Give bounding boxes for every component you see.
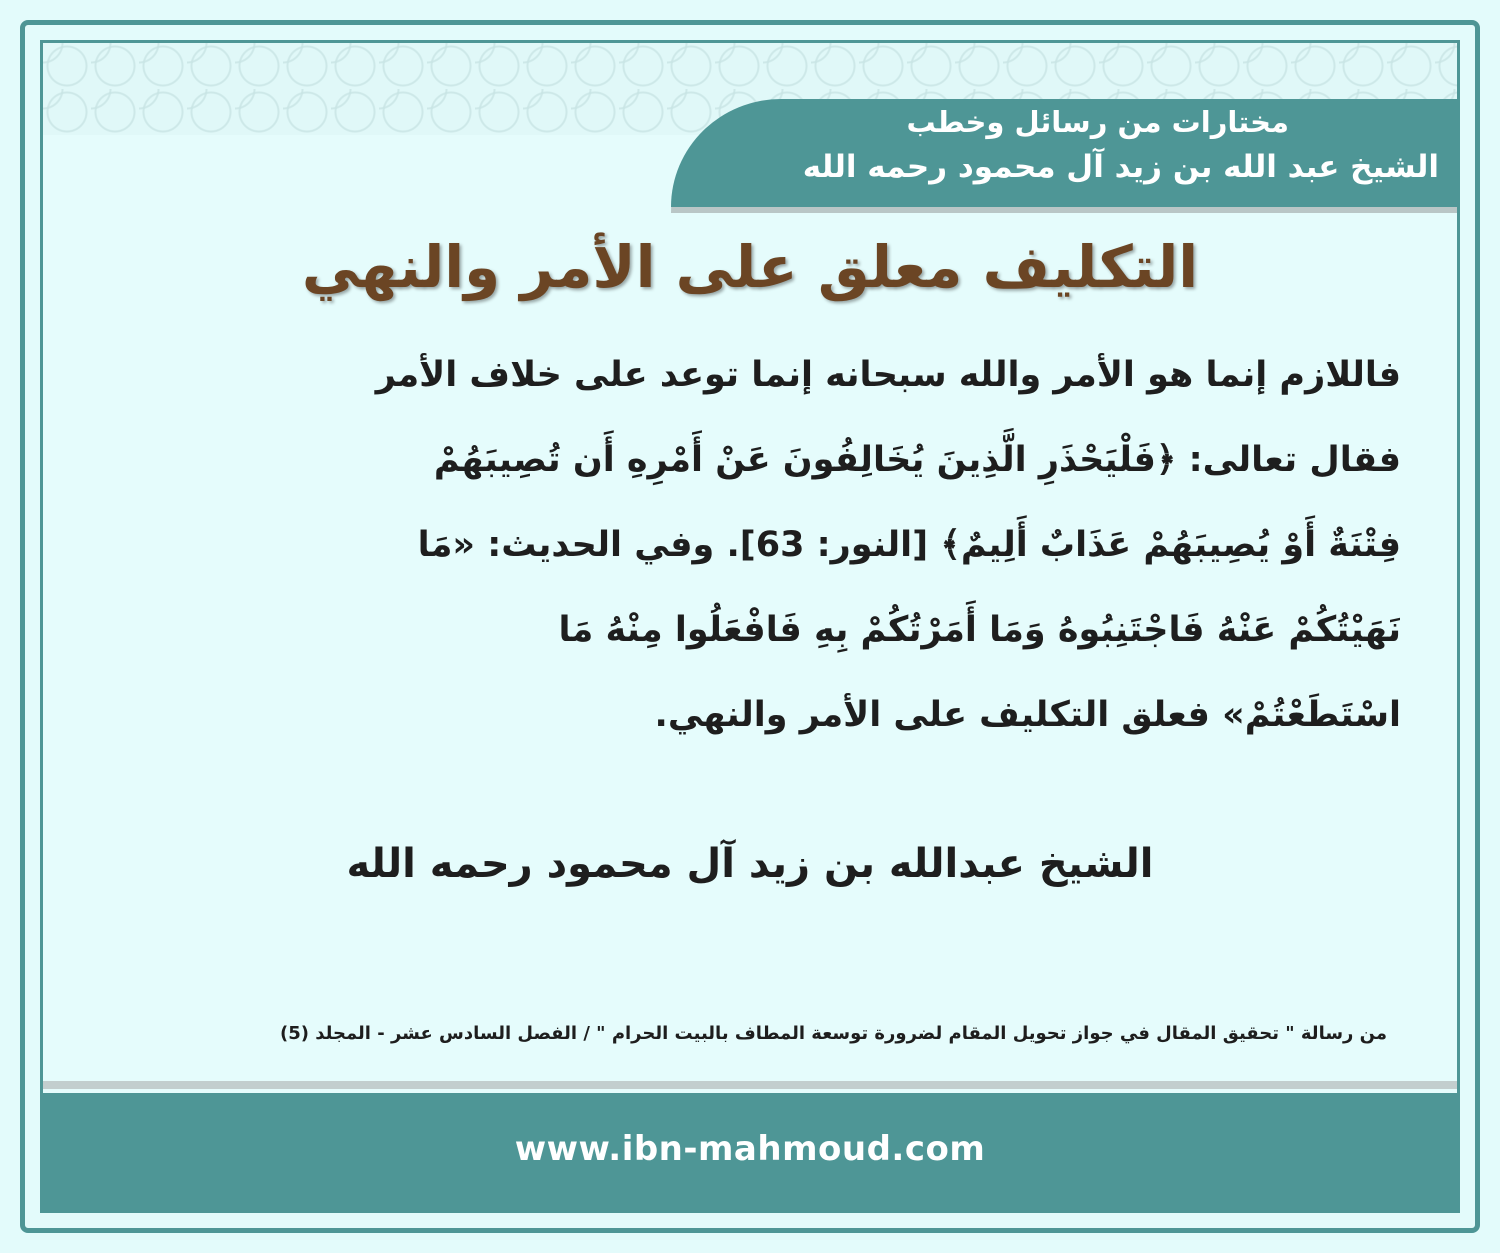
body-line: فِتْنَةٌ أَوْ يُصِيبَهُمْ عَذَابٌ أَلِيمٌ﴾ [النور: 63]. وفي الحديث: «مَا [417,525,1401,565]
body-line: فاللازم إنما هو الأمر والله سبحانه إنما توعد على خلاف الأمر [375,355,1401,395]
body-line: نَهَيْتُكُمْ عَنْهُ فَاجْتَنِبُوهُ وَمَا أَمَرْتُكُمْ بِهِ فَافْعَلُوا مِنْهُ مَا [558,610,1401,650]
header-series-title: مختارات من رسائل وخطب [906,105,1289,139]
header-ribbon [671,99,1457,207]
author-name: الشيخ عبدالله بن زيد آل محمود رحمه الله [346,841,1154,887]
footer-divider [43,1081,1457,1089]
card [40,40,1460,1213]
header-author-name: الشيخ عبد الله بن زيد آل محمود رحمه الله [802,149,1439,185]
body-line: فقال تعالى: ﴿فَلْيَحْذَرِ الَّذِينَ يُخَالِفُونَ عَنْ أَمْرِهِ أَن تُصِيبَهُمْ [433,440,1401,480]
body-text [105,333,1401,758]
footer [43,1093,1457,1213]
page-title: التكليف معلق على الأمر والنهي [301,233,1199,301]
source-citation: من رسالة " تحقيق المقال في جواز تحويل المقام لضرورة توسعة المطاف بالبيت الحرام " / الفصل السادس عشر - المجلد (5) [279,1023,1387,1044]
website-link[interactable]: www.ibn-mahmoud.com [514,1129,986,1169]
body-line: اسْتَطَعْتُمْ» فعلق التكليف على الأمر والنهي. [654,695,1401,735]
